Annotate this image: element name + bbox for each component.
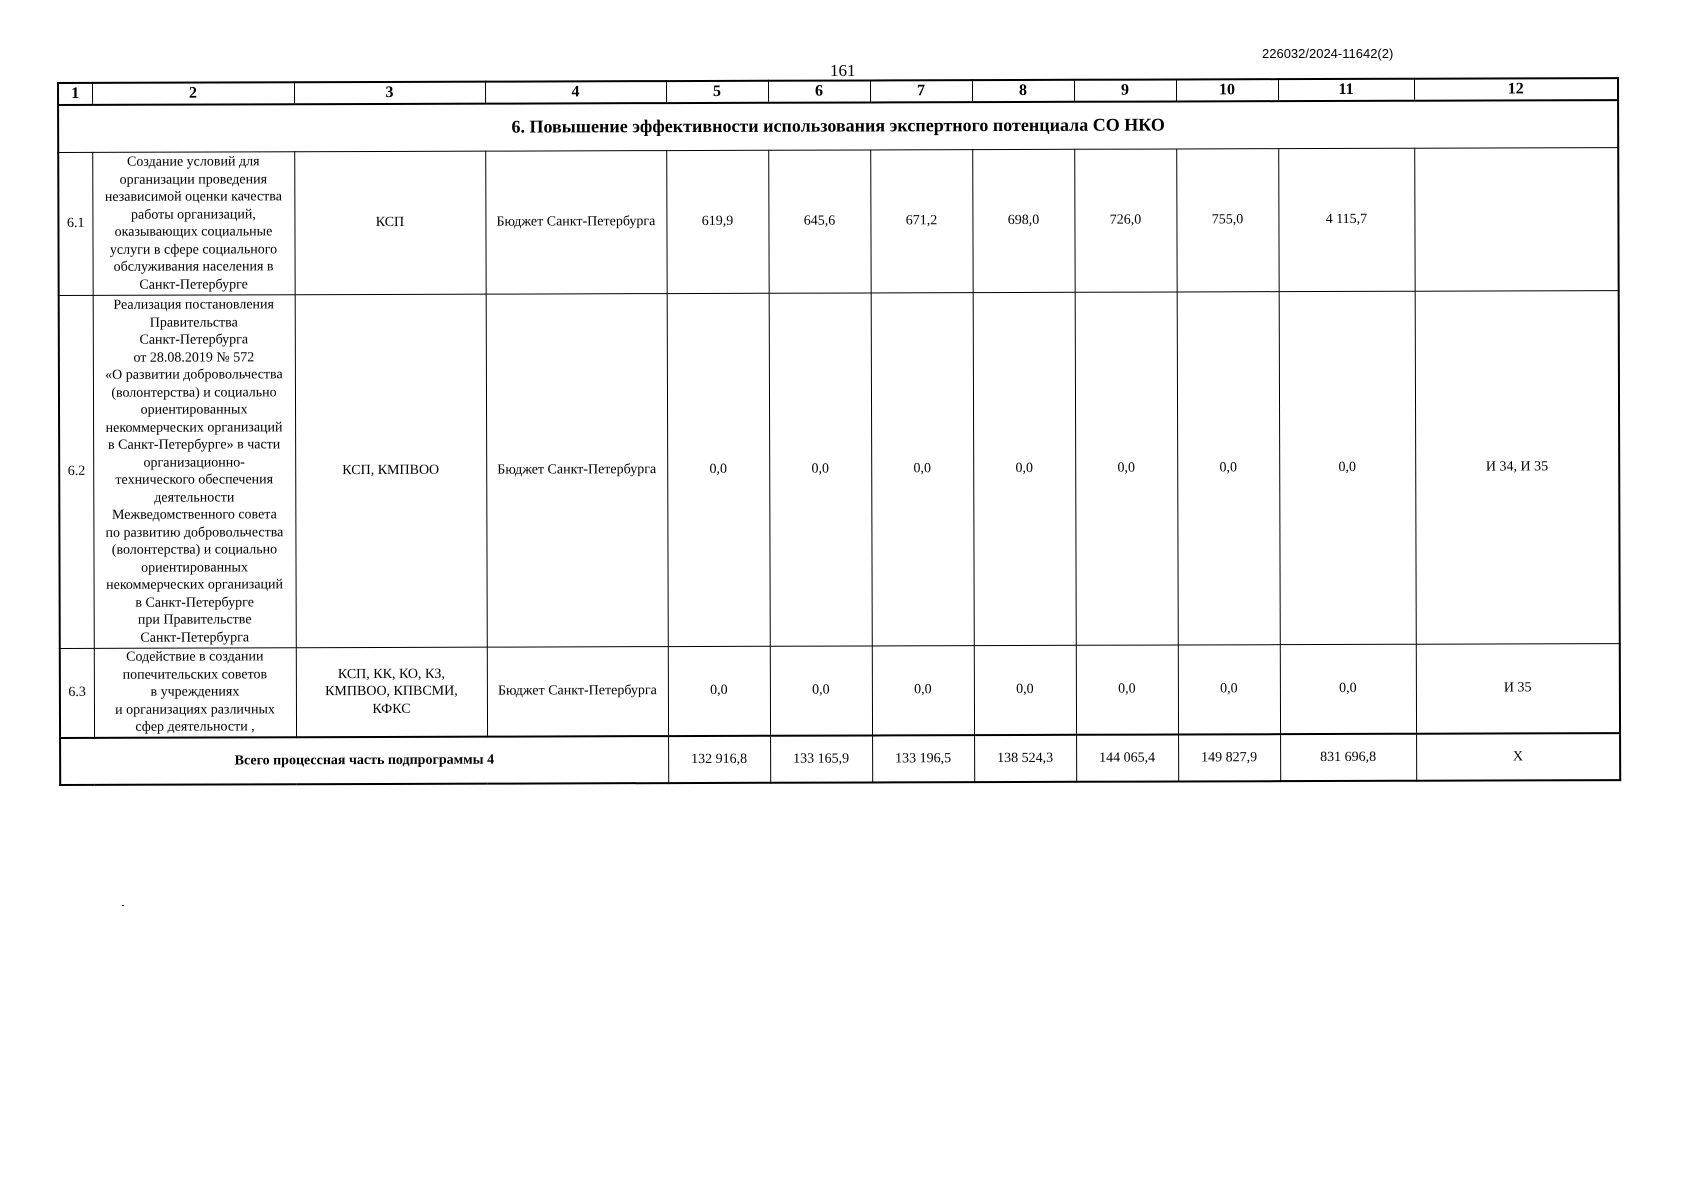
value-cell: 0,0 [770, 646, 872, 736]
executor-cell: КСП [294, 151, 485, 295]
total-indicator-cell: Х [1416, 733, 1620, 781]
description-line: Санкт-Петербурге [139, 276, 248, 293]
description-line: ориентированных [140, 402, 248, 418]
total-value-cell: 149 827,9 [1178, 734, 1280, 781]
description-line: Содействие в создании [126, 649, 264, 666]
page-number: 161 [830, 61, 856, 80]
column-header: 5 [666, 81, 768, 103]
description-line: Межведомственного совета [111, 507, 277, 523]
section-title: 6. Повышение эффективности использования экспертного потенциала СО НКО [58, 100, 1618, 152]
value-cell: 0,0 [769, 293, 872, 646]
column-header: 2 [92, 82, 294, 105]
measure-description [94, 648, 296, 738]
column-header: 3 [294, 82, 485, 105]
column-header: 4 [485, 81, 666, 104]
description-line: независимой оценки качества [104, 189, 282, 205]
value-cell: 619,9 [666, 150, 768, 293]
document-sheet [57, 77, 1619, 792]
executor-line: КМПВОО, КПВСМИ, [325, 683, 458, 700]
row-number: 6.3 [60, 648, 94, 738]
total-value-cell: 133 196,5 [872, 735, 974, 782]
value-cell: 0,0 [974, 645, 1076, 735]
description-line: Правительства [149, 314, 238, 331]
total-value-cell: 132 916,8 [668, 736, 770, 783]
column-header: 11 [1278, 79, 1414, 101]
column-header: 9 [1074, 79, 1176, 101]
description-line: сфер деятельности , [135, 719, 255, 736]
table-row [60, 644, 1620, 738]
description-line: обслуживания населения в [113, 259, 274, 275]
description-line: работы организаций, [130, 206, 256, 223]
indicator-cell: И 34, И 35 [1415, 291, 1620, 645]
value-cell: 0,0 [1076, 645, 1178, 735]
column-header: 8 [972, 80, 1074, 102]
description-line: в Санкт-Петербурге [135, 594, 254, 611]
description-line: от 28.08.2019 № 572 [133, 349, 255, 366]
value-cell: 0,0 [668, 646, 770, 736]
total-row [60, 733, 1620, 785]
funding-source-cell: Бюджет Санкт-Петербурга [487, 647, 668, 737]
total-value-cell-sum: 831 696,8 [1280, 734, 1416, 781]
row-number: 6.1 [58, 152, 92, 295]
description-line: (волонтерства) и социально [111, 542, 278, 558]
budget-table [57, 77, 1621, 786]
scan-speck [122, 905, 124, 906]
description-line: организации проведения [119, 171, 268, 188]
executor-cell: КСП, КМПВОО [295, 294, 487, 648]
indicator-cell: И 35 [1416, 644, 1620, 734]
document-registration-number: 226032/2024-11642(2) [1262, 46, 1394, 61]
description-line: ориентированных [141, 559, 248, 576]
description-line: деятельности [154, 489, 235, 506]
column-header: 12 [1414, 78, 1618, 101]
column-header: 6 [768, 80, 870, 102]
measure-description [93, 295, 296, 649]
executor-line: КФКС [372, 701, 411, 717]
table-row [58, 148, 1618, 296]
total-label: Всего процессная часть подпрограммы 4 [60, 736, 668, 785]
description-line: Санкт-Петербурга [140, 629, 250, 646]
value-cell: 671,2 [870, 150, 972, 293]
description-line: Создание условий для [126, 154, 260, 170]
description-line: Санкт-Петербурга [139, 332, 249, 348]
value-cell: 755,0 [1176, 149, 1278, 292]
total-value-cell: 138 524,3 [974, 735, 1076, 782]
description-line: Реализация постановления [113, 297, 275, 313]
value-cell: 698,0 [972, 149, 1074, 292]
description-line: услуги в сфере социального [109, 241, 278, 258]
executor-line: КСП, КК, КО, КЗ, [337, 666, 445, 682]
table-row [59, 291, 1620, 649]
value-cell: 0,0 [1075, 292, 1178, 645]
value-cell: 0,0 [1178, 645, 1280, 735]
value-cell-total: 4 115,7 [1278, 148, 1414, 291]
value-cell: 0,0 [1177, 292, 1280, 645]
value-cell: 0,0 [872, 646, 974, 736]
section-title-row [58, 100, 1618, 152]
funding-source-cell: Бюджет Санкт-Петербурга [485, 151, 666, 295]
executor-cell [296, 647, 487, 737]
description-line: «О развитии добровольчества [105, 367, 283, 383]
description-line: технического обеспечения [115, 472, 274, 488]
description-line: некоммерческих организаций [106, 577, 284, 593]
value-cell: 0,0 [871, 293, 974, 646]
value-cell-total: 0,0 [1279, 291, 1416, 644]
total-value-cell: 144 065,4 [1076, 734, 1178, 781]
value-cell: 0,0 [973, 292, 1076, 645]
description-line: организационно- [143, 454, 245, 471]
value-cell: 645,6 [768, 150, 870, 293]
total-value-cell: 133 165,9 [770, 735, 872, 782]
description-line: (волонтерства) и социально [111, 384, 277, 401]
value-cell-total: 0,0 [1280, 644, 1416, 734]
indicator-cell [1414, 148, 1618, 292]
value-cell: 726,0 [1074, 149, 1176, 292]
description-line: по развитию добровольчества [105, 524, 284, 541]
funding-source-cell: Бюджет Санкт-Петербурга [486, 294, 668, 648]
value-cell: 0,0 [667, 293, 770, 646]
column-header: 7 [870, 80, 972, 102]
measure-description [92, 152, 294, 296]
description-line: некоммерческих организаций [105, 419, 283, 436]
description-line: в Санкт-Петербурге» в части [107, 437, 281, 453]
description-line: оказывающих социальные [114, 224, 273, 240]
description-line: попечительских советов [122, 667, 268, 683]
row-number: 6.2 [59, 295, 94, 648]
description-line: при Правительстве [137, 612, 252, 628]
column-header: 1 [58, 83, 92, 105]
description-line: и организациях различных [115, 702, 275, 718]
column-header: 10 [1176, 79, 1278, 101]
description-line: в учреждениях [150, 684, 240, 700]
